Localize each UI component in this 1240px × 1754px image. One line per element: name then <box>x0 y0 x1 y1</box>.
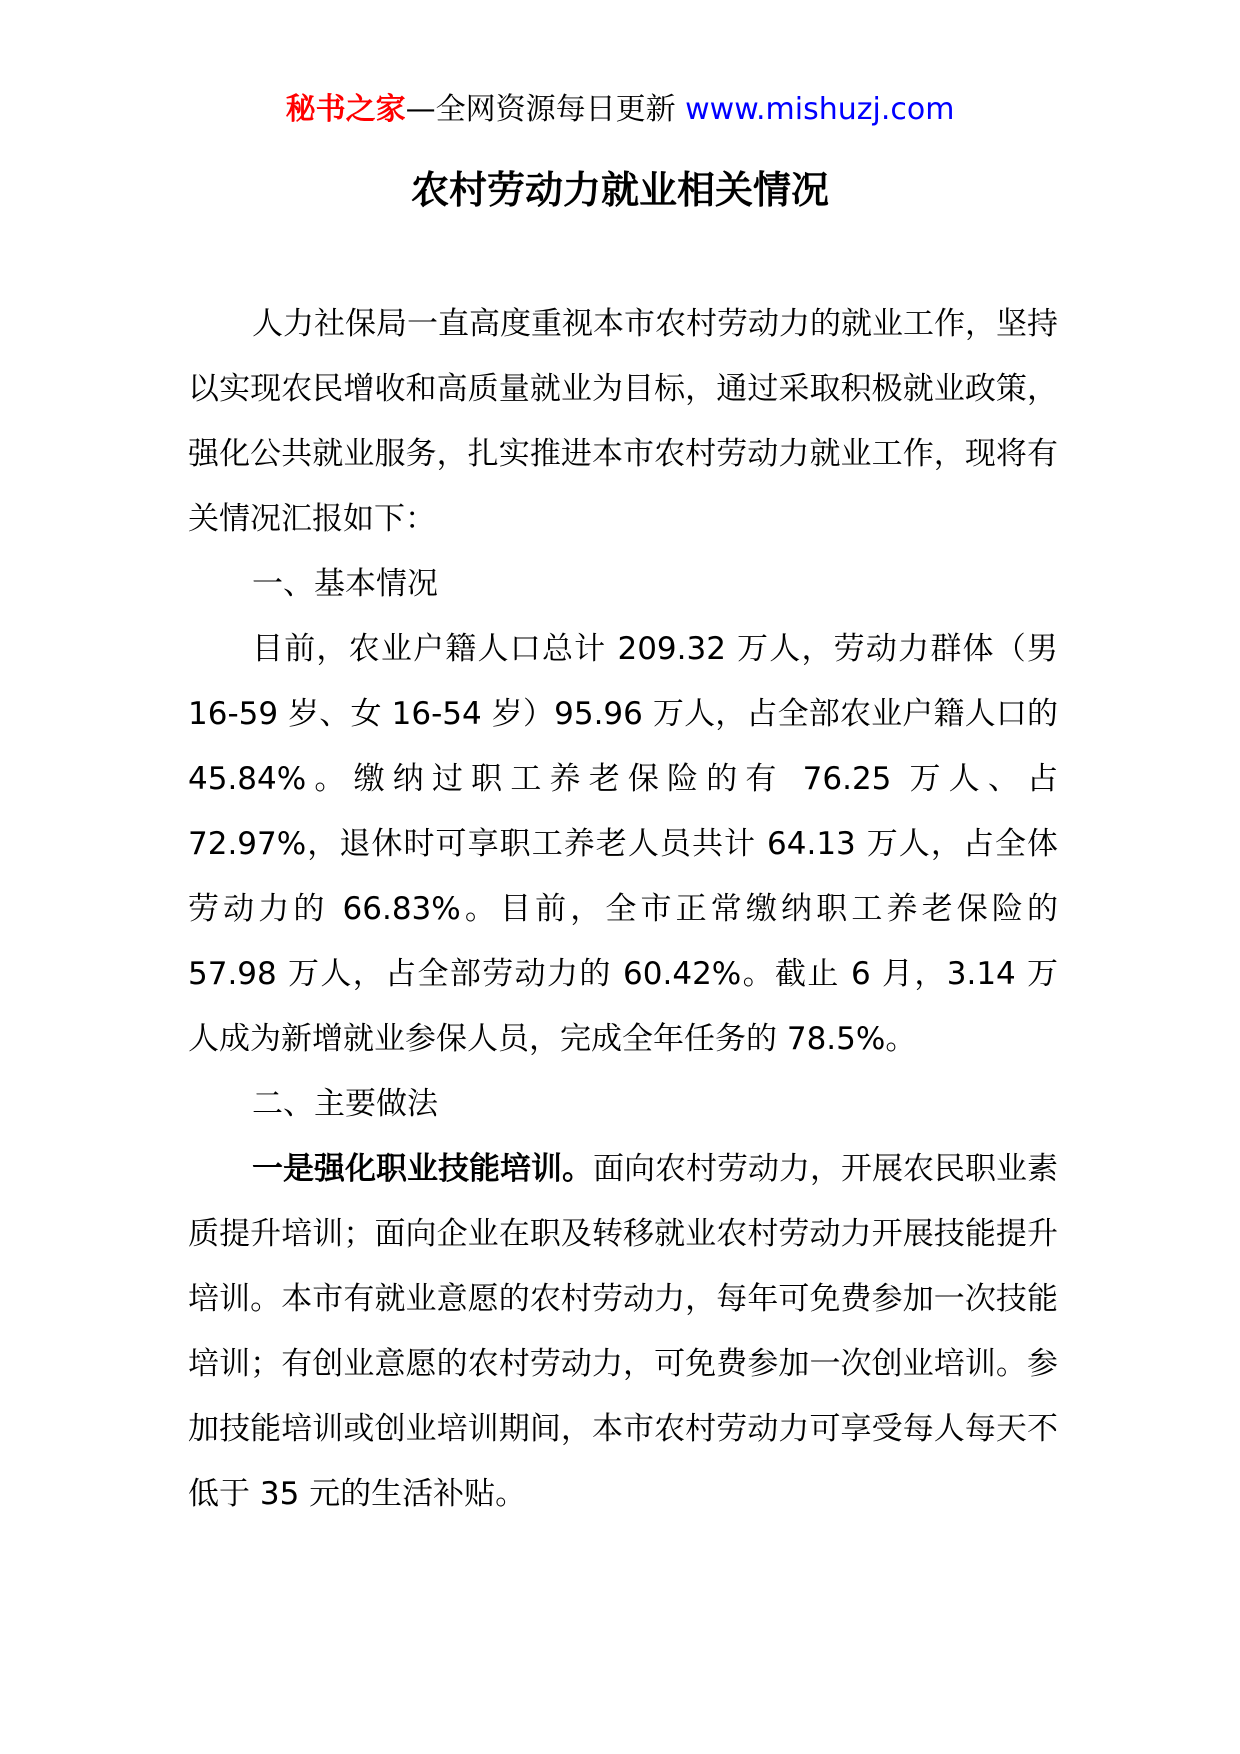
document-body <box>188 292 1058 1527</box>
brand-name: 秘书之家 <box>285 92 406 127</box>
basic-situation-paragraph: 目前，农业户籍人口总计 209.32 万人，劳动力群体（男 16-59 岁、女 16-54 岁）95.96 万人，占全部农业户籍人口的 45.84%。缴纳过职工养老保险的有 76.25 万人、占 72.97%，退休时可享职工养老人员共计 64.13 万人，占全体劳动力的 66.83%。目前，全市正常缴纳职工养老保险的 57.98 万人，占全部劳动力的 60.42%。截止 6 月，3.14 万人成为新增就业参保人员，完成全年任务的 78.5%。 <box>188 631 1058 1057</box>
practice-item-1-lead: 一是强化职业技能培训。 <box>252 1151 593 1187</box>
intro-paragraph: 人力社保局一直高度重视本市农村劳动力的就业工作，坚持以实现农民增收和高质量就业为目标，通过采取积极就业政策，强化公共就业服务，扎实推进本市农村劳动力就业工作，现将有关情况汇报如下： <box>188 306 1058 537</box>
section-heading-main-practices: 二、主要做法 <box>252 1086 438 1122</box>
site-header <box>0 90 1240 130</box>
header-tagline: —全网资源每日更新 <box>405 92 686 127</box>
site-url-link[interactable]: www.mishuzj.com <box>685 92 955 127</box>
practice-item-1-body: 面向农村劳动力，开展农民职业素质提升培训；面向企业在职及转移就业农村劳动力开展技能提升培训。本市有就业意愿的农村劳动力，每年可免费参加一次技能培训；有创业意愿的农村劳动力，可免费参加一次创业培训。参加技能培训或创业培训期间，本市农村劳动力可享受每人每天不低于 35 元的生活补贴。 <box>188 1151 1058 1512</box>
practice-item-1-paragraph <box>188 1137 1058 1527</box>
document-title: 农村劳动力就业相关情况 <box>410 168 829 212</box>
section-heading-basic-situation: 一、基本情况 <box>252 566 438 602</box>
